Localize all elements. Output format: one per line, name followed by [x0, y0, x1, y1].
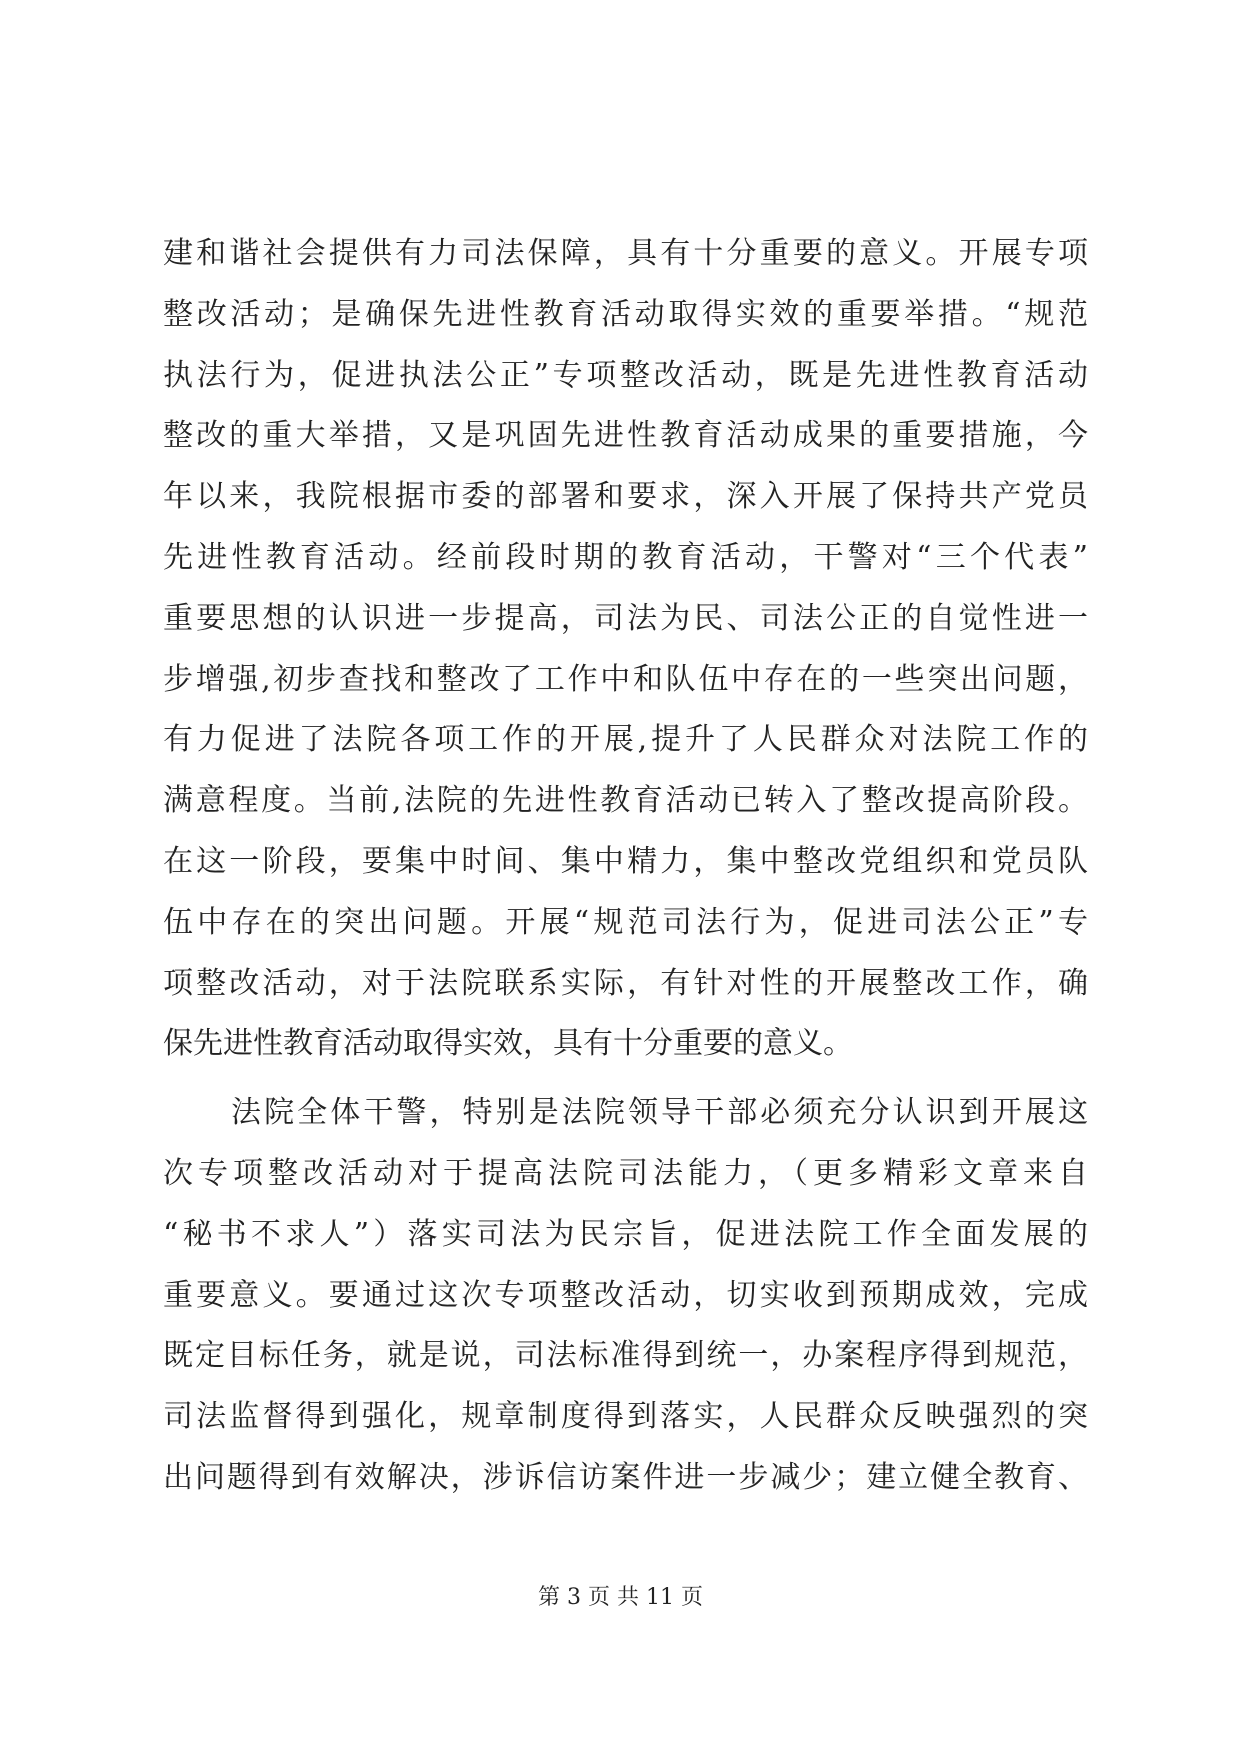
text-line: 有力促进了法院各项工作的开展,提升了人民群众对法院工作的 [163, 722, 1088, 758]
text-line: 在这一阶段，要集中时间、集中精力，集中整改党组织和党员队 [163, 843, 1088, 879]
paragraph [163, 1083, 1088, 1509]
text-line: 保先进性教育活动取得实效，具有十分重要的意义。 [163, 1026, 853, 1062]
text-line: 重要意义。要通过这次专项整改活动，切实收到预期成效，完成 [163, 1277, 1088, 1313]
paragraph-spacer [163, 1075, 1088, 1083]
text-line: 既定目标任务，就是说，司法标准得到统一，办案程序得到规范， [163, 1338, 1088, 1374]
text-line: 执法行为，促进执法公正”专项整改活动，既是先进性教育活动 [163, 357, 1088, 393]
text-line: 伍中存在的突出问题。开展“规范司法行为，促进司法公正”专 [163, 904, 1088, 940]
text-line: 法院全体干警，特别是法院领导干部必须充分认识到开展这 [231, 1095, 1088, 1131]
text-line: 项整改活动，对于法院联系实际，有针对性的开展整改工作，确 [163, 965, 1088, 1001]
text-line: 建和谐社会提供有力司法保障，具有十分重要的意义。开展专项 [163, 236, 1088, 271]
text-line: 出问题得到有效解决，涉诉信访案件进一步减少；建立健全教育、 [163, 1459, 1088, 1495]
text-line: 满意程度。当前,法院的先进性教育活动已转入了整改提高阶段。 [163, 783, 1088, 819]
text-line: 次专项整改活动对于提高法院司法能力，（更多精彩文章来自 [163, 1155, 1088, 1191]
text-line: 重要思想的认识进一步提高，司法为民、司法公正的自觉性进一 [163, 600, 1088, 636]
text-line: 整改活动；是确保先进性教育活动取得实效的重要举措。“规范 [163, 296, 1088, 332]
text-line: “秘书不求人”）落实司法为民宗旨，促进法院工作全面发展的 [163, 1216, 1088, 1252]
page-footer: 第 3 页 共 11 页 [538, 1585, 703, 1610]
paragraph [163, 224, 1088, 1075]
document-body [163, 224, 1088, 1509]
text-line: 整改的重大举措，又是巩固先进性教育活动成果的重要措施，今 [163, 418, 1088, 454]
text-line: 年以来，我院根据市委的部署和要求，深入开展了保持共产党员 [163, 479, 1088, 515]
text-line: 步增强,初步查找和整改了工作中和队伍中存在的一些突出问题， [163, 661, 1088, 697]
text-line: 司法监督得到强化，规章制度得到落实，人民群众反映强烈的突 [163, 1399, 1088, 1435]
text-line: 先进性教育活动。经前段时期的教育活动，干警对“三个代表” [163, 539, 1088, 575]
